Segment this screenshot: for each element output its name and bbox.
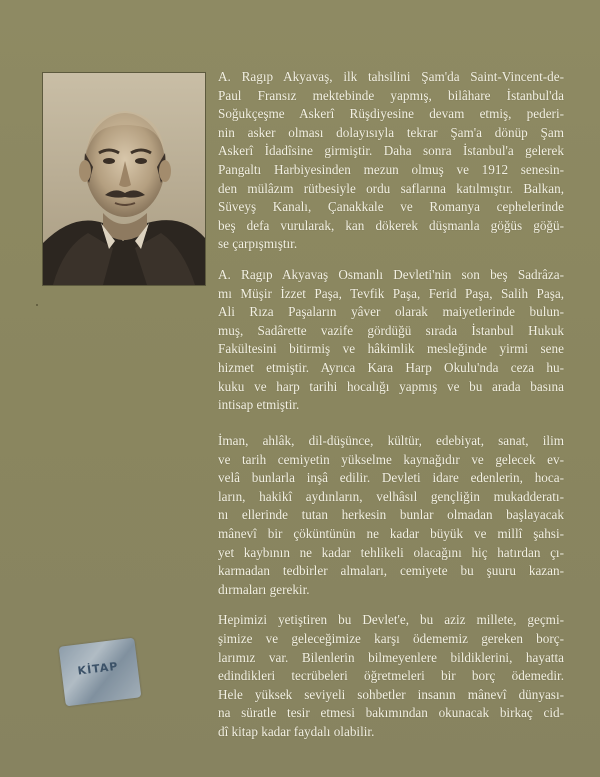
text-line: mânevî bir çöküntünün ne kadar büyük ve millî şahsi-: [218, 525, 564, 541]
author-portrait: [42, 72, 206, 286]
reflection-text: [218, 432, 564, 754]
text-line: Fakültesini bitirmiş ve hâkimlik mesleğinde yirmi sene: [218, 341, 564, 357]
text-line: den mülâzım rütbesiyle ordu saflarına katılmıştır. Balkan,: [218, 180, 564, 196]
text-line: na süratle tesir etmesi bakımından okunacak birkaç cid-: [218, 705, 564, 721]
text-line: şimize ve geleceğimize karşı ödememiz gereken borç-: [218, 630, 564, 646]
text-line: Soğukçeşme Askerî Rüşdiyesine devam etmiş, pederi-: [218, 106, 564, 122]
paragraph-2: [218, 266, 564, 415]
text-line: dî kitap kadar faydalı olabilir.: [218, 723, 375, 739]
text-line: muş, Sadârette vazife gördüğü sırada İstanbul Hukuk: [218, 322, 564, 338]
text-line: intisap etmiştir.: [218, 397, 300, 413]
text-line: Askerî İdadîsine girmiştir. Daha sonra İstanbul'a gelerek: [218, 143, 564, 159]
text-line: mı Müşir İzzet Paşa, Tevfik Paşa, Ferid Paşa, Salih Paşa,: [218, 285, 564, 301]
text-line: A. Ragıp Akyavaş, ilk tahsilini Şam'da Saint-Vincent-de-: [218, 69, 564, 84]
text-line: kuku ve harp tarihi hocalığı yapmış ve bu arada basına: [218, 378, 564, 394]
text-line: nı ellerinde tutan herkesin bunlar olmadan başlayacak: [218, 507, 564, 523]
text-line: yet kaybının ne kadar tehlikeli olacağını hiç hatırdan çı-: [218, 544, 564, 560]
text-line: Ali Rıza Paşaların yâver olarak maiyetlerinde bulun-: [218, 304, 564, 320]
text-line: se çarpışmıştır.: [218, 236, 298, 252]
text-line: Süveyş Kanalı, Çanakkale ve Romanya cephelerinde: [218, 199, 564, 215]
paragraph-3: [218, 432, 564, 599]
biography-text: [218, 68, 564, 427]
paragraph-4: [218, 611, 564, 741]
text-line: Pangaltı Harbiyesinden mezun olmuş ve 1912 senesin-: [218, 161, 564, 177]
sticker-label: KİTAP: [76, 659, 120, 678]
text-line: larımız var. Bilenlerin bilmeyenlere bildiklerini, hayatta: [218, 649, 564, 665]
text-line: Paul Fransız mektebinde yapmış, bilâhare İstanbul'da: [218, 87, 564, 103]
paragraph-1: [218, 68, 564, 254]
text-line: ların, hakikî aydınların, velhâsıl gençliğin mukadderatı-: [218, 488, 564, 504]
text-line: ve tarih cemiyetin yükselme kaynağıdır ve gelecek ev-: [218, 451, 564, 467]
speck: [36, 304, 38, 306]
text-line: Hele yüksek seviyeli sohbetler insanın mânevî dünyası-: [218, 686, 564, 702]
text-line: İman, ahlâk, dil-düşünce, kültür, edebiyat, sanat, ilim: [218, 433, 564, 448]
text-line: Hepimizi yetiştiren bu Devlet'e, bu aziz millete, geçmi-: [218, 612, 564, 628]
text-line: beş defa vurularak, kan dökerek düşmanla göğüs göğü-: [218, 217, 564, 233]
text-line: A. Ragıp Akyavaş Osmanlı Devleti'nin son beş Sadrâza-: [218, 266, 564, 282]
text-line: dırmaları gerekir.: [218, 581, 310, 597]
text-line: hizmet etmiştir. Ayrıca Kara Harp Okulu'nda ceza hu-: [218, 359, 564, 375]
text-line: karmadan tedbirler almaları, cemiyete bu şuuru kazan-: [218, 563, 564, 579]
hologram-sticker: [59, 638, 142, 707]
text-line: velâ bunlarla inşâ edilir. Devleti idare edenlerin, hoca-: [218, 470, 564, 486]
text-line: edindikleri tecrübeleri öğretmeleri bir borç ödemedir.: [218, 668, 564, 684]
text-line: nin asker olması dolayısıyla tekrar Şam'a dönüp Şam: [218, 124, 564, 140]
